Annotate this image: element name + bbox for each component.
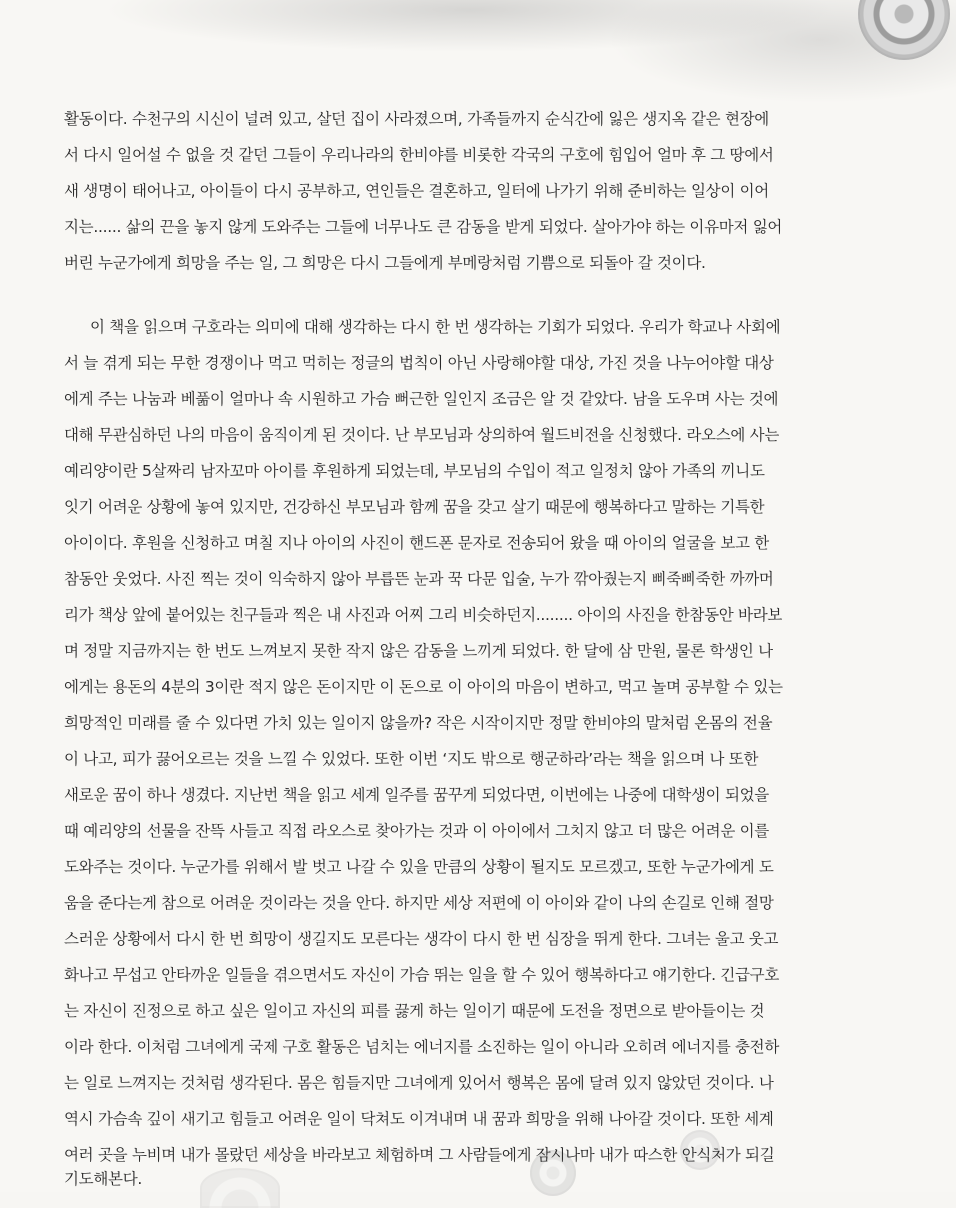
text-line: 리가 책상 앞에 붙어있는 친구들과 찍은 내 사진과 어찌 그리 비슷하던지........ 아이의 사진을 한참동안 바라보 [64, 606, 783, 624]
text-line: 때 예리양의 선물을 잔뜩 사들고 직접 라오스로 찾아가는 것과 이 아이에서 그치지 않고 더 많은 어려운 이를 [64, 822, 769, 840]
text-line: 움을 준다는게 참으로 어려운 것이라는 것을 안다. 하지만 세상 저편에 이 아이와 같이 나의 손길로 인해 절망 [64, 894, 774, 912]
text-line: 참동안 웃었다. 사진 찍는 것이 익숙하지 않아 부릅뜬 눈과 꾹 다문 입술, 누가 깎아줬는지 삐죽삐죽한 까까머 [64, 570, 774, 588]
text-line: 역시 가슴속 깊이 새기고 힘들고 어려운 일이 닥쳐도 이겨내며 내 꿈과 희망을 위해 나아갈 것이다. 또한 세계 [64, 1110, 774, 1128]
text-line: 아이이다. 후원을 신청하고 며칠 지나 아이의 사진이 핸드폰 문자로 전송되어 왔을 때 아이의 얼굴을 보고 한 [64, 534, 769, 552]
text-line: 이 책을 읽으며 구호라는 의미에 대해 생각하는 다시 한 번 생각하는 기회가 되었다. 우리가 학교나 사회에 [90, 318, 781, 336]
text-line: 잇기 어려운 상황에 놓여 있지만, 건강하신 부모님과 함께 꿈을 갖고 살기 때문에 행복하다고 말하는 기특한 [64, 498, 765, 516]
text-line: 버린 누군가에게 희망을 주는 일, 그 희망은 다시 그들에게 부메랑처럼 기쁨으로 되돌아 갈 것이다. [64, 254, 706, 272]
text-line: 예리양이란 5살짜리 남자꼬마 아이를 후원하게 되었는데, 부모님의 수입이 적고 일정치 않아 가족의 끼니도 [64, 462, 765, 480]
text-line: 스러운 상황에서 다시 한 번 희망이 생길지도 모른다는 생각이 다시 한 번 심장을 뛰게 한다. 그녀는 울고 웃고 [64, 930, 779, 948]
text-line: 에게는 용돈의 4분의 3이란 적지 않은 돈이지만 이 돈으로 이 아이의 마음이 변하고, 먹고 놀며 공부할 수 있는 [64, 678, 783, 696]
text-line: 며 정말 지금까지는 한 번도 느껴보지 못한 작지 않은 감동을 느끼게 되었다. 한 달에 삼 만원, 물론 학생인 나 [64, 642, 773, 660]
text-line: 대해 무관심하던 나의 마음이 움직이게 된 것이다. 난 부모님과 상의하여 월드비전을 신청했다. 라오스에 사는 [64, 426, 780, 444]
text-line: 새로운 꿈이 하나 생겼다. 지난번 책을 읽고 세계 일주를 꿈꾸게 되었다면, 이번에는 나중에 대학생이 되었을 [64, 786, 769, 804]
decorative-ring-image [200, 1168, 280, 1208]
text-line: 지는...... 삶의 끈을 놓지 않게 도와주는 그들에 너무나도 큰 감동을 받게 되었다. 살아가야 하는 이유마저 잃어 [64, 218, 783, 236]
text-line: 서 다시 일어설 수 없을 것 같던 그들이 우리나라의 한비야를 비롯한 각국의 구호에 힘입어 얼마 후 그 땅에서 [64, 146, 774, 164]
text-line: 활동이다. 수천구의 시신이 널려 있고, 살던 집이 사라졌으며, 가족들까지 순식간에 잃은 생지옥 같은 현장에 [64, 110, 769, 128]
text-line: 화나고 무섭고 안타까운 일들을 겪으면서도 자신이 가슴 뛰는 일을 할 수 있어 행복하다고 얘기한다. 긴급구호 [64, 966, 780, 984]
decorative-ring-image [858, 0, 950, 60]
text-line: 도와주는 것이다. 누군가를 위해서 발 벗고 나갈 수 있을 만큼의 상황이 될지도 모르겠고, 또한 누군가에게 도 [64, 858, 774, 876]
text-line: 새 생명이 태어나고, 아이들이 다시 공부하고, 연인들은 결혼하고, 일터에 나가기 위해 준비하는 일상이 이어 [64, 182, 769, 200]
text-line: 는 일로 느껴지는 것처럼 생각된다. 몸은 힘들지만 그녀에게 있어서 행복은 몸에 달려 있지 않았던 것이다. 나 [64, 1074, 774, 1092]
text-line: 는 자신이 진정으로 하고 싶은 일이고 자신의 피를 끓게 하는 일이기 때문에 도전을 정면으로 받아들이는 것 [64, 1002, 765, 1020]
text-line: 기도해본다. [64, 1170, 142, 1188]
text-line: 이라 한다. 이처럼 그녀에게 국제 구호 활동은 넘치는 에너지를 소진하는 일이 아니라 오히려 에너지를 충전하 [64, 1038, 780, 1056]
text-line: 희망적인 미래를 줄 수 있다면 가치 있는 일이지 않을까? 작은 시작이지만 정말 한비야의 말처럼 온몸의 전율 [64, 714, 773, 732]
text-line: 에게 주는 나눔과 베풂이 얼마나 속 시원하고 가슴 뻐근한 일인지 조금은 알 것 같았다. 남을 도우며 사는 것에 [64, 390, 779, 408]
text-line: 서 늘 겪게 되는 무한 경쟁이나 먹고 먹히는 정글의 법칙이 아닌 사랑해야할 대상, 가진 것을 나누어야할 대상 [64, 354, 774, 372]
text-line: 여러 곳을 누비며 내가 몰랐던 세상을 바라보고 체험하며 그 사람들에게 잠시나마 내가 따스한 안식처가 되길 [64, 1146, 775, 1164]
text-line: 이 나고, 피가 끓어오르는 것을 느낄 수 있었다. 또한 이번 ‘지도 밖으로 행군하라’라는 책을 읽으며 나 또한 [64, 750, 759, 768]
